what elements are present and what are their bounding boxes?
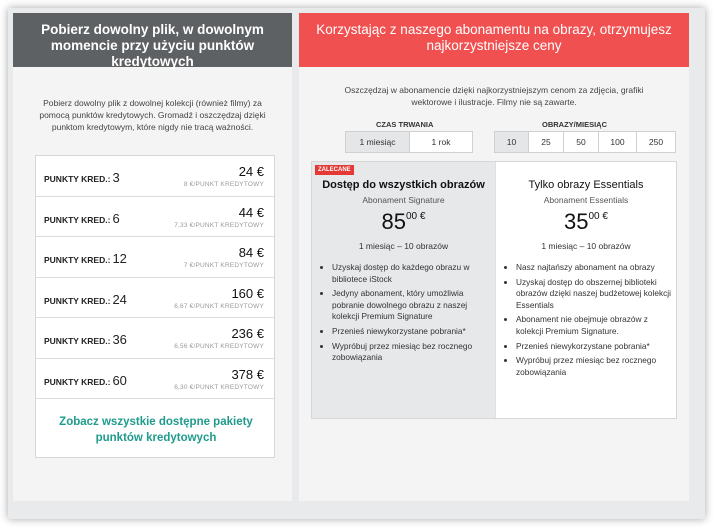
credit-pack-count: 6 [112,210,120,226]
credit-pack-row[interactable] [36,237,274,278]
plan-price: $85^{00 €}$ [381,209,426,234]
credit-pack-unit-price: 6,56 €/PUNKT KREDYTOWY [174,343,264,350]
credit-pack-unit-price: 7,33 €/PUNKT KREDYTOWY [174,221,264,229]
duration-selector [345,131,473,153]
plan-title: Dostęp do wszystkich obrazów [322,179,485,191]
credit-packs-list [35,155,275,458]
credit-pack-count: 36 [112,332,127,347]
credit-pack-label: PUNKTY KRED.: 24 [44,291,127,307]
credit-pack-price: 44 € [238,204,264,220]
credit-pack-label: PUNKTY KRED.: 60 [44,372,127,388]
credit-pack-count: 60 [112,372,127,388]
credit-pack-count: 3 [112,170,120,185]
credit-pack-label: PUNKTY KRED.: 3 [44,170,120,185]
credits-panel [13,13,292,501]
credit-pack-label: PUNKTY KRED.: 36 [44,332,127,347]
images-per-month-label: OBRAZY/MIESIĄC [542,120,608,129]
credit-pack-count: 12 [112,251,127,266]
credit-pack-row[interactable] [36,318,274,359]
plan-subtitle: Abonament Signature [362,195,445,205]
credit-pack-row[interactable] [36,278,274,319]
plan-terms: 1 miesiąc – 10 obrazów [358,241,449,251]
credit-pack-price: 236 € [231,326,264,341]
plan-feature: • Abonament nie obejmuje obrazów z kolekcji Premium Signature. [516,314,676,337]
duration-label: CZAS TRWANIA [376,120,434,129]
plan-card-signature[interactable] [312,162,495,418]
recommended-badge: ZALECANE [315,165,354,175]
credit-pack-row[interactable] [36,359,274,400]
credit-pack-label: PUNKTY KRED.: 6 [44,210,120,226]
credit-pack-unit-price: 6,30 €/PUNKT KREDYTOWY [174,383,264,391]
images-option-25[interactable]: 25 [529,132,564,152]
images-option-10[interactable]: 10 [495,132,529,152]
images-option-50[interactable]: 50 [564,132,599,152]
credit-pack-price: 378 € [231,366,264,382]
plan-feature: • Uzyskaj dostęp do każdego obrazu w bibliotece iStock [332,262,492,285]
credit-pack-label: PUNKTY KRED.: 12 [44,251,127,266]
credit-pack-row[interactable] [36,197,274,238]
credit-pack-unit-price: 8 €/PUNKT KREDYTOWY [183,181,264,188]
plan-price: $35^{00 €}$ [564,209,608,234]
credit-pack-price: 84 € [238,245,264,260]
subscription-description: Oszczędzaj w abonamencie dzięki najkorzystniejszym cenom za zdjęcia, grafiki wektorowe i ilustracje. Filmy nie są zawarte. [344,85,644,107]
plan-feature: • Wypróbuj przez miesiąc bez rocznego zobowiązania [516,355,676,378]
images-option-100[interactable]: 100 [599,132,637,152]
plan-features-list [504,262,676,381]
plan-feature: • Jedyny abonament, który umożliwia pobranie dowolnego obrazu z naszej kolekcji Premium Signature [332,288,492,323]
plan-terms: 1 miesiąc – 10 obrazów [541,241,631,251]
duration-option-1-year[interactable]: 1 rok [431,137,451,147]
images-per-month-selector [494,131,676,153]
credit-pack-price: 160 € [231,285,264,301]
credit-pack-row[interactable] [36,156,274,197]
plan-feature: • Wypróbuj przez miesiąc bez rocznego zobowiązania [332,341,492,364]
plan-features-list [320,262,492,367]
subscription-plans [311,161,677,419]
plan-feature: • Nasz najtańszy abonament na obrazy [516,262,676,274]
images-option-250[interactable]: 250 [648,137,664,147]
duration-option-1-month[interactable]: 1 miesiąc [346,132,410,152]
all-credit-packs-link[interactable]: Zobacz wszystkie dostępne pakiety punktów kredytowych [59,416,253,444]
credits-description: Pobierz dowolny plik z dowolnej kolekcji (również filmy) za pomocą punktów kredytowych. Gromadź i oszczędzaj dzięki punktom kredytowym, które nigdy nie tracą ważności. [39,98,266,132]
credit-pack-unit-price: 7 €/PUNKT KREDYTOWY [183,262,264,269]
subscription-panel [299,13,689,501]
credit-pack-unit-price: 6,67 €/PUNKT KREDYTOWY [174,302,264,310]
plan-title: Tylko obrazy Essentials [528,179,644,191]
plan-feature: • Przenieś niewykorzystane pobrania* [516,341,676,353]
plan-feature: • Przenieś niewykorzystane pobrania* [332,326,492,338]
credit-pack-price: 24 € [238,164,264,179]
subscription-heading: Korzystając z naszego abonamentu na obrazy, otrzymujesz najkorzystniejsze ceny [299,13,689,67]
credits-heading: Pobierz dowolny plik, w dowolnym momencie przy użyciu punktów kredytowych [13,13,292,67]
plan-card-essentials[interactable] [495,162,676,418]
plan-subtitle: Abonament Essentials [543,195,629,205]
credit-pack-count: 24 [112,291,127,307]
plan-feature: • Uzyskaj dostęp do obszernej biblioteki obrazów dzięki naszej budżetowej kolekcji Essentials [516,277,676,312]
